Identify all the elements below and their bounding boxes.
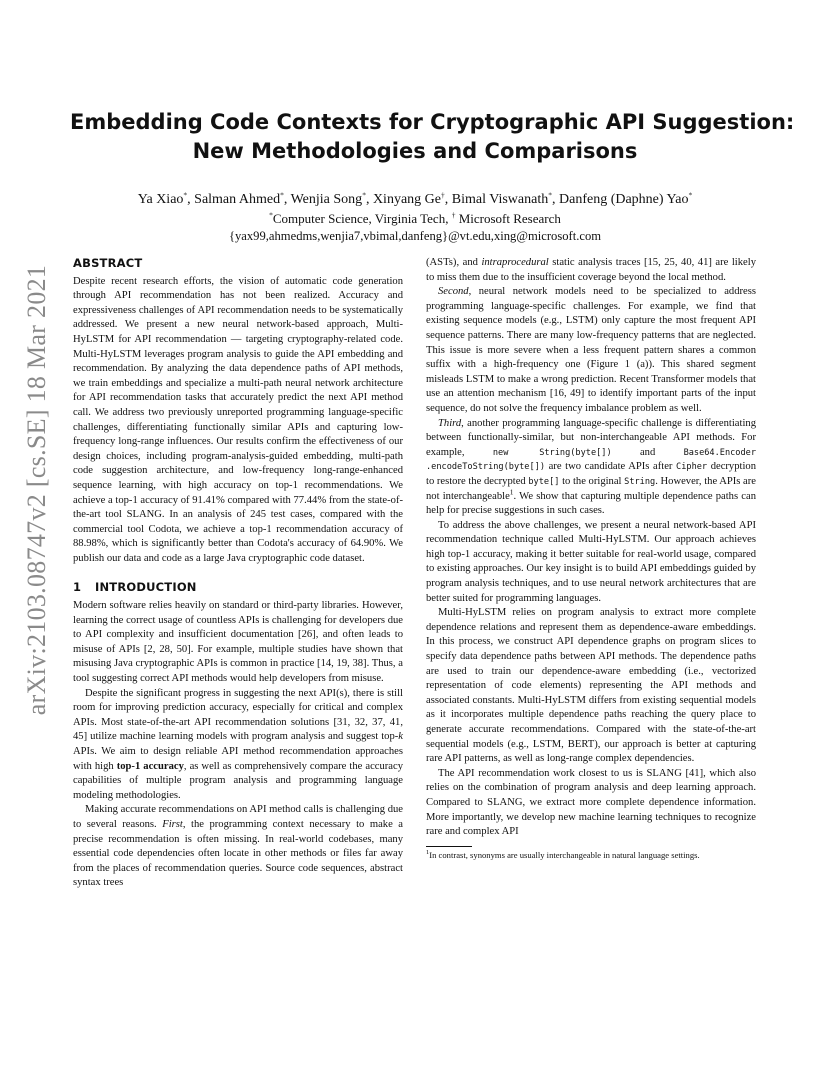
right-column [426, 256, 756, 861]
abstract-text: Despite recent research efforts, the vision of automatic code generation through API recommendation has not been realized. Accuracy and expressiveness challenges of API recommendation needs to be systematically addressed. We present a new neural network-based approach, Multi-HyLSTM for API recommendation — targeting cryptography-related code. Multi-HyLSTM leverages program analysis to guide the API embedding and recommendation. By analyzing the data dependence paths of API methods, we train embeddings and specialize a multi-path neural network architecture for API recommendation tasks that accurately predict the next API method call. We address two previously unreported programming language-specific challenges, differentiating functionally similar APIs and capturing low-frequency long-range influences. Our results confirm the effectiveness of our design choices, including program-analysis-guided embedding, multi-path code suggestion architecture, and low-frequency long-range-enhanced sequence learning, with high accuracy on top-1 recommendations. We achieve a top-1 accuracy of 91.41% compared with 77.44% from the state-of-the-art tool SLANG. In an analysis of 245 test cases, compared with the commercial tool Codota, we achieve a top-1 recommendation accuracy of 88.98%, which is significantly better than Codota's accuracy of 64.90%. We publish our data and code as a large Java cryptographic code dataset. [73, 275, 403, 564]
text-run: (ASTs), and [426, 257, 482, 268]
arxiv-stamp [12, 264, 62, 716]
italic-text: k [398, 731, 403, 743]
author-name: Xinyang Ge [372, 192, 441, 207]
footnote-rule [426, 846, 472, 847]
text-run: , another programming language-specific challenge is differentiating between functionally-similar, but non-interchangeable API methods. For example, [426, 417, 756, 458]
code-text: String [624, 476, 656, 487]
title-line-2: New Methodologies and Comparisons [192, 139, 638, 163]
footnote-mark: 1 [509, 486, 514, 496]
text-run: static analysis traces [15, 25, 40, 41] are likely to miss them due to the insufficient coverage beyond the local method. [426, 257, 756, 283]
text-run: and [611, 446, 684, 458]
italic-text: intraprocedural [481, 257, 549, 268]
text-run: , neural network models need to be specialized to address programming language-specific challenges. For example, we find that existing sequence models (e.g., LSTM) only capture the most frequent API sequence patterns. There are many low-frequency patterns that are neglected. This issue is more severe when a less frequent pattern shares a common suffix with a high-frequency one (Figure 1 (a)). This shared segment misleads LSTM to make a wrong prediction. Recent Transformer models that use an attention mechanism [16, 49] to identify important parts of the input sequence, do not solve the frequency imbalance problem as well. [426, 286, 756, 414]
italic-text: Second [438, 286, 469, 298]
footnote-text: In contrast, synonyms are usually interchangeable in natural language settings. [429, 849, 700, 860]
right-paragraph-2 [426, 285, 756, 416]
affiliation-mark: * [362, 190, 366, 200]
section-number: 1 [73, 580, 82, 595]
text-run: , as well as comprehensively compare the accuracy capabilities of multiple program analysis and programming language modeling methodologies. [73, 760, 404, 801]
text-run: , the programming context necessary to make a precise recommendation is often missing. In real-world codebases, many essential code dependencies often locate in other methods or files far away from the places of recommendation queries. Source code sequences, abstract syntax trees [73, 818, 403, 889]
author-name: Ya Xiao [137, 192, 184, 207]
affiliation-mark: * [280, 190, 284, 200]
intro-paragraph-2 [73, 687, 403, 804]
code-text: new String(byte[]) [492, 447, 612, 458]
author-name: Salman Ahmed [194, 192, 281, 207]
text-run: to the original [559, 475, 625, 487]
text-run: decryption to restore the decrypted [426, 461, 757, 487]
italic-text: Third [438, 417, 462, 429]
author-emails: {yax99,ahmedms,wenjia7,vbimal,danfeng}@vt.edu,xing@microsoft.com [228, 229, 602, 243]
author-separator: , [365, 192, 373, 207]
author-separator: , [283, 192, 291, 207]
right-paragraph-4: To address the above challenges, we present a neural network-based API recommendation technique called Multi-HyLSTM. Our approach achieves high top-1 accuracy, making it better suitable for real-world usage, compared to existing approaches. Our key insight is to build API embeddings guided by program analysis techniques, and to use neural network architectures that are better suited for programming languages. [426, 519, 756, 604]
affiliations [70, 211, 760, 227]
text-run: Making accurate recommendations on API method calls is challenging due to several reasons. [73, 804, 403, 830]
author-name: Wenjia Song [290, 192, 363, 207]
affiliation-mark: * [183, 190, 188, 200]
text-run: APIs. We aim to design reliable API method recommendation approaches with high [73, 746, 403, 772]
author-list [70, 192, 760, 208]
affiliation-mark: † [451, 210, 456, 220]
affiliation-vt: Computer Science, Virginia Tech, [272, 211, 449, 226]
text-run: Despite the significant progress in suggesting the next API(s), there is still room for improving prediction accuracy, especially for critical and complex APIs. Most state-of-the-art API recommendation solutions [31, 32, 37, 41, 45] utilize machine learning models with program analysis and suggest top- [73, 687, 403, 743]
intro-paragraph-1: Modern software relies heavily on standard or third-party libraries. However, learning the correct usage of countless APIs is challenging for developers due to API complexity and insufficient documentation [26], and often leads to misuse of APIs [2, 28, 50]. For example, multiple studies have shown that misusing Java cryptographic APIs is common in practice [14, 19, 38]. Thus, a tool suggesting correct API methods would help developers from misuse. [73, 600, 403, 685]
footnote-number: 1 [426, 848, 430, 856]
intro-paragraph-3 [73, 803, 403, 891]
text-run: . However, the APIs are not interchangeable [426, 475, 756, 502]
section-title: INTRODUCTION [95, 580, 197, 595]
left-column [73, 256, 403, 891]
right-paragraph-6: The API recommendation work closest to us is SLANG [41], which also relies on the combination of program analysis and deep learning approach. Compared to SLANG, we extract more complete dependence information. More importantly, we develop new machine learning techniques to recognize rare and complex API [426, 767, 756, 838]
text-run: are two candidate APIs after [545, 461, 677, 473]
affiliation-ms: Microsoft Research [458, 211, 561, 226]
abstract-heading: ABSTRACT [73, 256, 143, 270]
author-name: Danfeng (Daphne) Yao [559, 192, 689, 207]
author-name: Bimal Viswanath [451, 192, 549, 207]
affiliation-mark: † [440, 190, 445, 200]
text-run: . We show that capturing multiple dependence paths can help for precise suggestions in such cases. [426, 490, 756, 517]
footnote [426, 850, 756, 861]
author-separator: , [444, 192, 452, 207]
author-separator: , [187, 192, 195, 207]
right-paragraph-3 [426, 417, 756, 519]
italic-text: First [162, 818, 183, 830]
arxiv-stamp-text: arXiv:2103.08747v2 [cs.SE] 18 Mar 2021 [22, 264, 51, 716]
code-text: Base64.Encoder .encodeToString(byte[]) [426, 447, 756, 473]
title-line-1: Embedding Code Contexts for Cryptographic API Suggestion: [70, 110, 795, 134]
code-text: byte[] [528, 476, 560, 487]
affiliation-mark: * [548, 190, 552, 200]
right-paragraph-5: Multi-HyLSTM relies on program analysis to extract more complete dependence relations and represent them as dependence-aware embeddings. In this process, we construct API dependence graphs on program slices to specify data dependence paths between API methods. The dependence paths are used to train our dependence-aware embedding (i.e., vectorized representation of code elements) representing the API methods and associated constants. Multi-HyLSTM differs from existing sequential models as it incorporates multiple dependence paths reaching the query place to generate accurate recommendations. Compared with the state-of-the-art sequential models (e.g., LSTM, BERT), our approach is better at capturing rare API patterns, as well as long-range complex dependencies. [426, 607, 756, 765]
paper-title [70, 108, 795, 166]
author-separator: , [552, 192, 559, 207]
intro-heading [73, 580, 403, 595]
right-paragraph-1 [426, 256, 756, 285]
bold-text: top-1 accuracy [116, 760, 184, 772]
affiliation-mark: * [269, 210, 273, 220]
code-text: Cipher [676, 462, 708, 473]
affiliation-mark: * [688, 190, 693, 200]
